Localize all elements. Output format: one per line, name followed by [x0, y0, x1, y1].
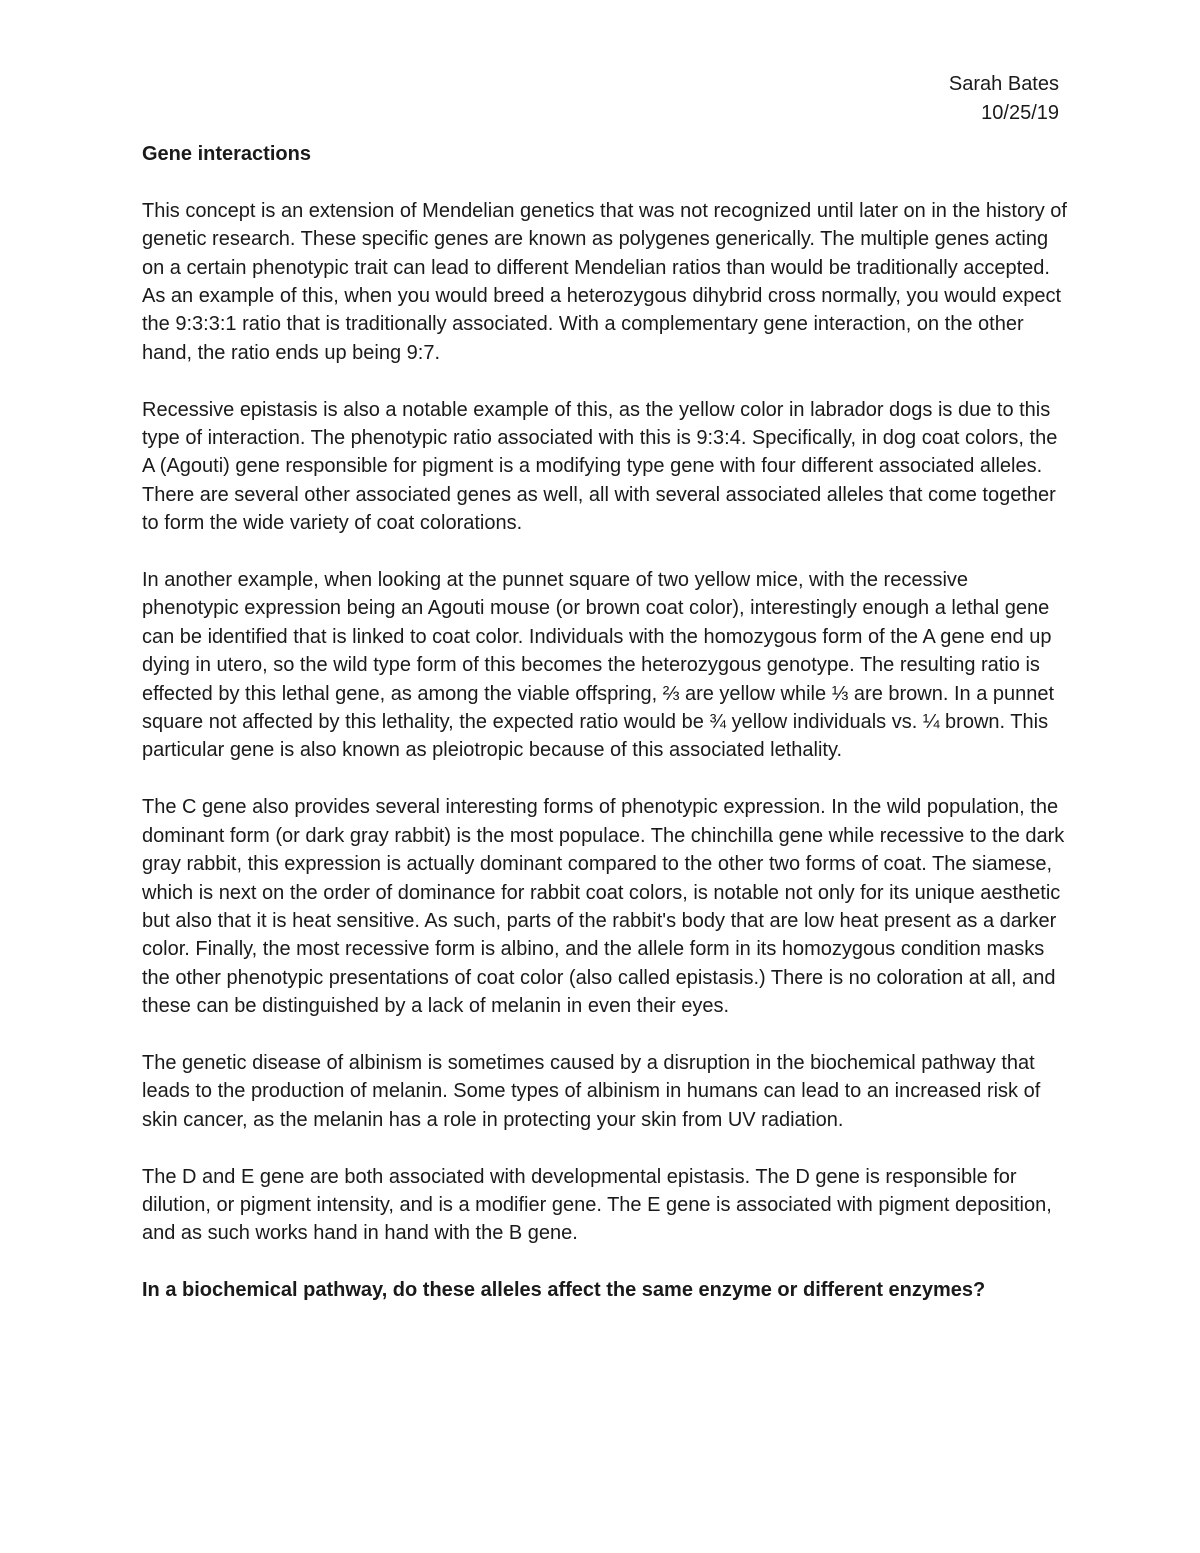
- paragraph-recessive-epistasis: Recessive epistasis is also a notable example of this, as the yellow color in labrador dogs is due to this type of interaction. The phenotypic ratio associated with this is 9:3:4. Specifically, in dog coat colors, the A (Agouti) gene responsible for pigment is a modifying type gene with four different associated alleles. There are several other associated genes as well, all with several associated alleles that come together to form the wide variety of coat colorations.: [142, 398, 1058, 535]
- paragraph-albinism: The genetic disease of albinism is sometimes caused by a disruption in the biochemical pathway that leads to the production of melanin. Some types of albinism in humans can lead to an increased risk of skin cancer, as the melanin has a role in protecting your skin from UV radiation.: [142, 1051, 1041, 1131]
- document-body: [142, 140, 1067, 1305]
- paragraph-c-gene: The C gene also provides several interesting forms of phenotypic expression. In the wild population, the dominant form (or dark gray rabbit) is the most populace. The chinchilla gene while recessive to the dark gray rabbit, this expression is actually dominant compared to the other two forms of coat. The siamese, which is next on the order of dominance for rabbit coat colors, is notable not only for its unique aesthetic but also that it is heat sensitive. As such, parts of the rabbit's body that are low heat present as a darker color. Finally, the most recessive form is albino, and the allele form in its homozygous condition masks the other phenotypic presentations of coat color (also called epistasis.) There is no coloration at all, and these can be distinguished by a lack of melanin in even their eyes.: [142, 796, 1065, 1018]
- paragraph-d-e-genes: The D and E gene are both associated with developmental epistasis. The D gene is responsible for dilution, or pigment intensity, and is a modifier gene. The E gene is associated with pigment deposition, and as such works hand in hand with the B gene.: [142, 1165, 1052, 1245]
- paragraph-gene-interactions: This concept is an extension of Mendelian genetics that was not recognized until later on in the history of genetic research. These specific genes are known as polygenes generically. The multiple genes acting on a certain phenotypic trait can lead to different Mendelian ratios than would be traditionally accepted. As an example of this, when you would breed a heterozygous dihybrid cross normally, you would expect the 9:3:3:1 ratio that is traditionally associated. With a complementary gene interaction, on the other hand, the ratio ends up being 9:7.: [142, 199, 1067, 364]
- paragraph-lethal-gene: In another example, when looking at the punnet square of two yellow mice, with the recessive phenotypic expression being an Agouti mouse (or brown coat color), interestingly enough a lethal gene can be identified that is linked to coat color. Individuals with the homozygous form of the A gene end up dying in utero, so the wild type form of this becomes the heterozygous genotype. The resulting ratio is effected by this lethal gene, as among the viable offspring, ⅔ are yellow while ⅓ are brown. In a punnet square not affected by this lethality, the expected ratio would be ¾ yellow individuals vs. ¼ brown. This particular gene is also known as pleiotropic because of this associated lethality.: [142, 569, 1055, 762]
- document-header: [949, 70, 1059, 127]
- question-text: In a biochemical pathway, do these alleles affect the same enzyme or different enzymes?: [142, 1279, 986, 1302]
- document-title: Gene interactions: [142, 143, 311, 165]
- author-name: Sarah Bates: [948, 73, 1059, 95]
- document-date: 10/25/19: [981, 101, 1059, 124]
